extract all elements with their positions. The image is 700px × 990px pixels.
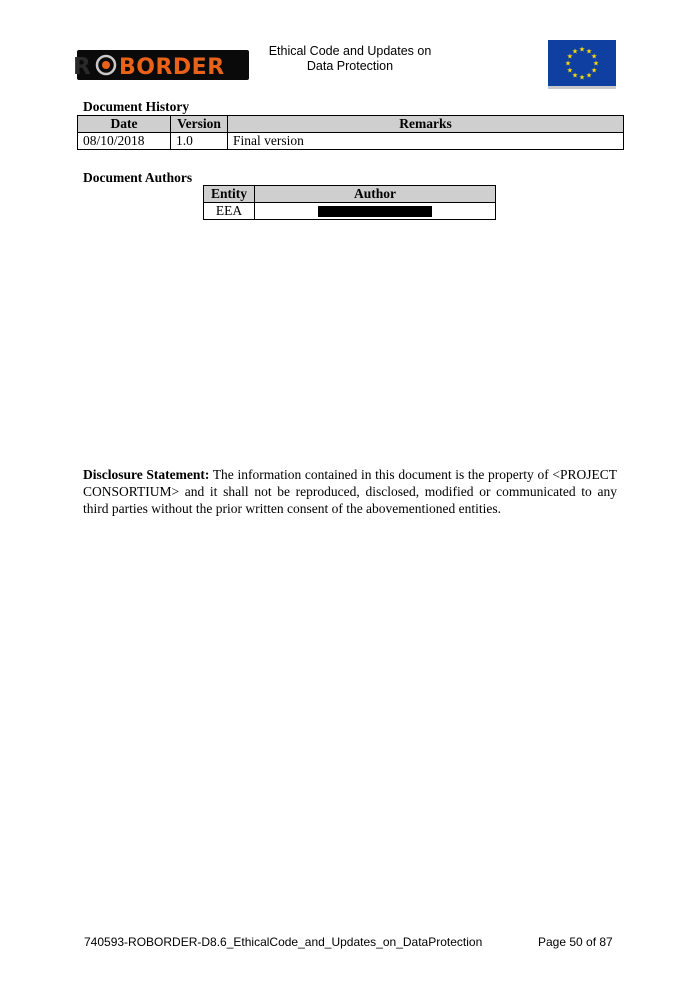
header-title [260, 44, 440, 74]
document-history-table [77, 115, 624, 150]
header-title-line2: Data Protection [306, 59, 394, 73]
document-history-label: Document History [83, 99, 190, 114]
column-header-remarks: Remarks [228, 116, 624, 133]
flag-star-icon: ★ [571, 47, 579, 56]
eu-flag-icon [548, 40, 616, 89]
column-header-author: Author [255, 186, 496, 203]
table-row [78, 133, 624, 150]
history-date-cell: 08/10/2018 [78, 133, 171, 150]
author-name-cell [255, 203, 496, 220]
flag-star-icon: ★ [566, 52, 574, 61]
disclosure-heading: Disclosure Statement: [83, 467, 210, 482]
flag-star-icon: ★ [590, 52, 598, 61]
flag-star-icon: ★ [571, 71, 579, 80]
flag-star-icon: ★ [578, 73, 586, 82]
column-header-date: Date [78, 116, 171, 133]
flag-star-icon: ★ [578, 45, 586, 54]
disclosure-text: The information contained in this document is the property of <PROJECT CONSORTIUM> and it shall not be reproduced, disclosed, modified or communicated to any third parties without the prior written consent of the abovementioned entities. [83, 467, 617, 516]
redacted-author-block [318, 206, 432, 217]
header-title-line1: Ethical Code and Updates on [268, 44, 432, 58]
author-entity-cell: EEA [204, 203, 255, 220]
flag-star-icon: ★ [566, 66, 574, 75]
history-remarks-cell: Final version [228, 133, 624, 150]
disclosure-statement [83, 466, 617, 517]
document-authors-label: Document Authors [83, 170, 193, 185]
flag-star-icon: ★ [585, 71, 593, 80]
footer-page-number: Page 50 of 87 [538, 935, 613, 949]
flag-star-icon: ★ [564, 59, 572, 68]
svg-text:R: R [73, 54, 91, 80]
table-header-row [204, 186, 496, 203]
table-row [204, 203, 496, 220]
roborder-logo [73, 50, 249, 80]
flag-star-icon: ★ [592, 59, 600, 68]
column-header-entity: Entity [204, 186, 255, 203]
footer-document-id: 740593-ROBORDER-D8.6_EthicalCode_and_Updates_on_DataProtection [84, 935, 483, 949]
history-version-cell: 1.0 [171, 133, 228, 150]
table-header-row [78, 116, 624, 133]
flag-star-icon: ★ [590, 66, 598, 75]
flag-star-icon: ★ [585, 47, 593, 56]
svg-text:BORDER: BORDER [119, 55, 225, 80]
column-header-version: Version [171, 116, 228, 133]
document-authors-table [203, 185, 496, 220]
